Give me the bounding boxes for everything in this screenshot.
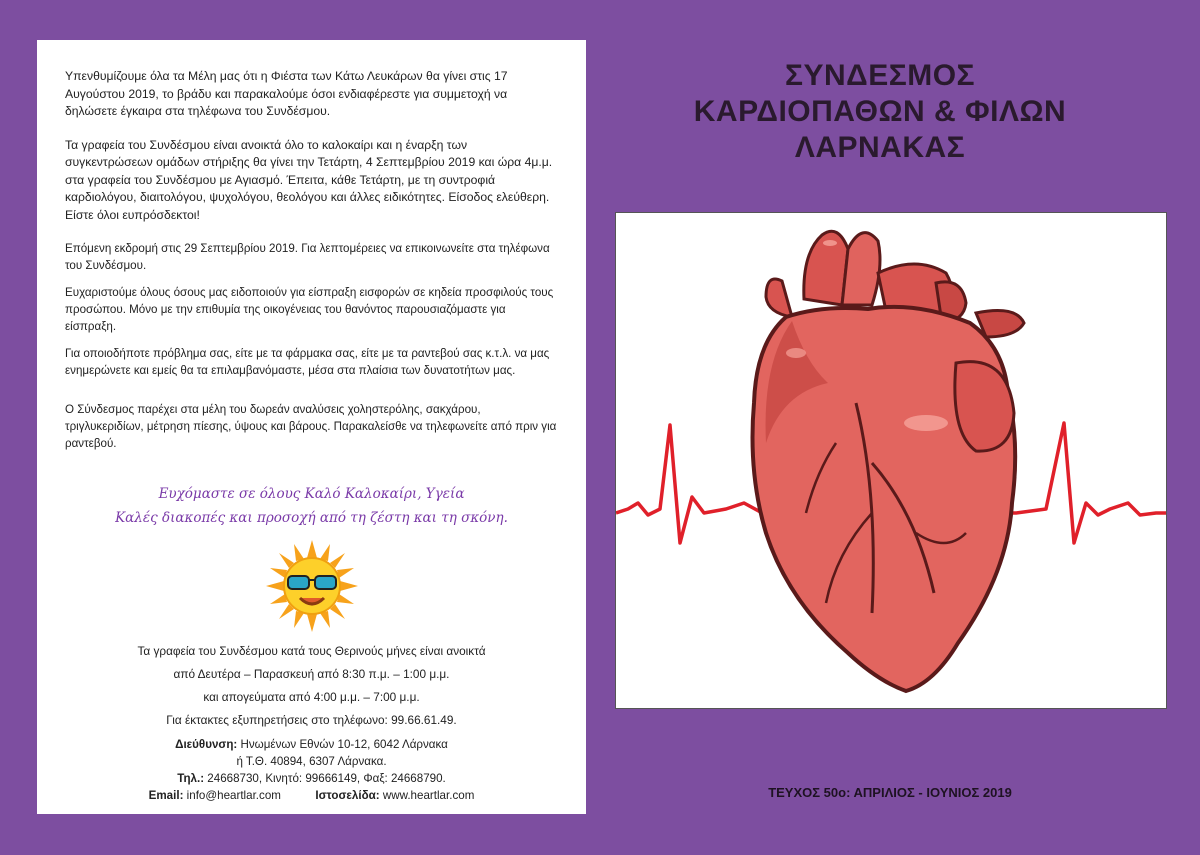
- email-link[interactable]: info@heartlar.com: [186, 789, 281, 802]
- phone-label: Τηλ.:: [177, 772, 205, 785]
- address-line-1: Ηνωμένων Εθνών 10-12, 6042 Λάρνακα: [240, 738, 448, 751]
- title-line-3: ΛΑΡΝΑΚΑΣ: [794, 131, 966, 164]
- title-line-1: ΣΥΝΔΕΣΜΟΣ: [784, 59, 976, 92]
- hours-line-1: Τα γραφεία του Συνδέσμου κατά τους Θερινούς μήνες είναι ανοικτά: [137, 644, 486, 658]
- left-page: [37, 40, 586, 814]
- address-label: Διεύθυνση:: [175, 738, 238, 751]
- hours-line-3: και απογεύματα από 4:00 μ.μ. – 7:00 μ.μ.: [203, 690, 420, 704]
- web-link[interactable]: www.heartlar.com: [382, 789, 475, 802]
- title-line-2: ΚΑΡΔΙΟΠΑΘΩΝ & ΦΙΛΩΝ: [693, 95, 1067, 128]
- email-label: Email:: [148, 789, 184, 802]
- paragraph-thanks: Ευχαριστούμε όλους όσους μας ειδοποιούν για είσπραξη εισφορών σε κηδεία προσφιλούς τους προσώπου. Μόνο με την επιθυμία της οικογένειας του θανόντος παρουσιαζόμαστε για είσπραξη.: [65, 286, 554, 333]
- office-hours: [65, 640, 558, 732]
- paragraph-excursion: Επόμενη εκδρομή στις 29 Σεπτεμβρίου 2019. Για λεπτομέρειες να επικοινωνείτε στα τηλέφωνα του Συνδέσμου.: [65, 242, 550, 272]
- wish-line-2: Καλές διακοπές και προσοχή από τη ζέστη και τη σκόνη.: [115, 510, 508, 526]
- wish-line-1: Ευχόμαστε σε όλους Καλό Καλοκαίρι, Υγεία: [158, 486, 465, 502]
- heart-illustration: [615, 212, 1167, 709]
- summer-wishes: [65, 482, 558, 530]
- contact-info: [65, 736, 558, 804]
- paragraph-tests: Ο Σύνδεσμος παρέχει στα μέλη του δωρεάν αναλύσεις χοληστερόλης, σακχάρου, τριγλυκεριδίων, μέτρηση πίεσης, ύψους και βάρους. Παρακαλείσθε να τηλεφωνείτε από πριν για ραντεβού.: [65, 403, 557, 450]
- paragraph-offices: Τα γραφεία του Συνδέσμου είναι ανοικτά όλο το καλοκαίρι και η έναρξη των συγκεντρώσεων ομάδων στήριξης θα γίνει την Τετάρτη, 4 Σεπτεμβρίου 2019 και ώρα 4μ.μ. στα γραφεία του Συνδέσμου με Αγιασμό. Έπειτα, κάθε Τετάρτη, με τη συντροφιά καρδιολόγου, διαιτολόγου, ψυχολόγου, θεολόγου και άλλες ειδικότητες. Είσοδος ελεύθερη. Είστε όλοι ευπρόσδεκτοι!: [65, 137, 553, 222]
- heart-icon: [753, 231, 1025, 691]
- association-title: [640, 58, 1120, 166]
- issue-number: ΤΕΥΧΟΣ 50ο: ΑΠΡΙΛΙΟΣ - ΙΟΥΝΙΟΣ 2019: [768, 785, 1012, 800]
- hours-line-2: από Δευτέρα – Παρασκευή από 8:30 π.μ. – 1:00 μ.μ.: [173, 667, 450, 681]
- paragraph-fiesta: Υπενθυμίζουμε όλα τα Μέλη μας ότι η Φιέστα των Κάτω Λευκάρων θα γίνει στις 17 Αυγούστου 2019, το βράδυ και παρακαλούμε όσοι ενδιαφέρεστε για συμμετοχή να δηλώσετε έγκαιρα στα τηλέφωνα του Συνδέσμου.: [65, 69, 508, 118]
- phone-text: 24668730, Κινητό: 99666149, Φαξ: 24668790.: [207, 772, 446, 785]
- paragraph-problems: Για οποιοδήποτε πρόβλημα σας, είτε με τα φάρμακα σας, είτε με τα ραντεβού σας κ.τ.λ. να μας ενημερώνετε και εμείς θα τα επιλαμβανόμαστε, μέσα στα πλαίσια των δυνατοτήτων μας.: [65, 347, 550, 377]
- address-line-2: ή Τ.Θ. 40894, 6307 Λάρνακα.: [236, 755, 387, 768]
- sun-icon: [65, 540, 558, 632]
- hours-line-4: Για έκτακτες εξυπηρετήσεις στο τηλέφωνο: 99.66.61.49.: [166, 713, 457, 727]
- web-label: Ιστοσελίδα:: [315, 789, 380, 802]
